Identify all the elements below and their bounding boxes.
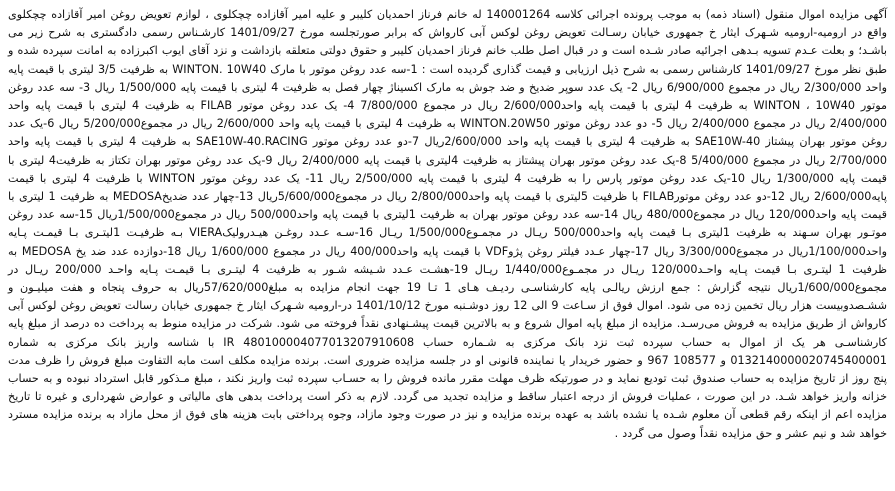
- auction-notice-text: آگهی مزایده اموال منقول (اسناد ذمه) به موجب پرونده اجرائی کلاسه 140001264 له خانم فرناز احمدیان کلیبر و علیه امیر آقازاده چچکلوی ، لوازم تعویض روغن امیر آقازاده چچکلوی واقع در ارومیه-ارومیه شـهرک ایثار خ جمهوری خیابان رسـالت تعویض روغن لوکس آبی کارواش که برابر صورتجلسه مورخ 1401/09/27 کارشـناس رسمی دادگستری به شرح زیر می باشـد؛ و بعلت عـدم تسویه بـدهی اجرائیه صادر شـده است و در قبال اصل طلب خانم فرناز احمدیان کلیبر و حقوق دولتی متعلقه بازداشت و نزد آقای ایوب اکبرزاده به امانت سپرده شده و طبق نظر مورخ 1401/09/27 کارشناس رسمی به شرح ذیل ارزیابی و قیمت گذاری گردیده است : 1-سه عدد روغن موتور با مارک WINTON. 10W40 به ظرفیت 3/5 لیتری با قیمت پایه واحد 2/300/000 ریال در مجموع 6/900/000 ریال 2- یک عدد سوپر ضدیخ و ضد جوش به مارک اکسیناژ چهار فصل به ظرفیت 4 لیتری با قیمت پایه 1/500/000 ریال 3- سه عدد روغن موتور WINTON ، 10W40 به ظرفیت 4 لیتری با قیمت پایه واحد2/600/000 ریال در مجموع 7/800/000 4- یک عدد روغن موتور FILAB به ظرفیت 4 لیتری با قیمت پایه واحد 2/400/000 ریال در مجموع 2/400/000 ریال 5- دو عدد روغن موتور WINTON.20W50 به ظرفیت 4 لیتری با قیمت پایه واحد 2/600/000 ریال در مجموع5/200/000 ریال 6-یک عدد روغن موتور بهران پیشتاز SAE10W-40 به ظرفیت 4 لیتری با قیمت پایه واحد 2/600/000ریال 7-دو عدد روغن موتور SAE10W-40.RACING به ظرفیت 4 لیتری با قیمت پایه واحد 2/700/000 ریال در مجموع 5/400/000 8-یک عدد روغن موتور بهران پیشتاز به ظرفیت 4لیتری با قیمت پایه 2/400/000 ریال 9-یک عدد روغن موتور بهران تکتاز به ظرفیت4 لیتری با قیمت پایه 1/300/000 ریال 10-یک عدد روغن موتور پارس را به ظرفیت 4 لیتری با قیمت پایه 2/500/000 ریال 11- یک عدد روغن موتور WINTON با ظرفیت 4 لیتری با قیمت پایه2/600/000 ریال 12-دو عدد روغن موتورFILAB با ظرفیت 5لیتری با قیمت پایه واحد2/800/000 ریال در مجموع5/600/000ریال 13-چهار عدد ضدیخMEDOSA به ظرفیت 1 لیتری با قیمت پایه واحد120/000 ریال در مجموع480/000 ریال 14-سه عدد روغن موتور بهران به ظرفیت 1لیتری با قیمت پایه واحد500/000 ریال در مجموع1/500/000ریال 15-سه عدد روغن موتـور بهران سـهند به ظرفیت 1لیتری بـا قیمت پایه واحد500/000 ریـال در مجمـوع1/500/000 ریـال 16-سـه عـدد روغـن هیـدرولیکVIERA بـه ظرفیـت 1لیتـری بـا قیمـت پـایه واحد1/100/000ریال در مجموع3/300/000 ریال 17-چهار عـدد فیلتر روغن پژوVDF با قیمت پایه واحد400/000 ریال در مجموع 1/600/000 ریال 18-دوازده عدد ضد یخ MEDOSA به ظرفیت 1 لیتـری بـا قیمت پـایه واحـد120/000 ریـال در مجمـوع1/440/000 ریـال 19-هشـت عـدد شـیشه شـور به ظرفیت 4 لیتـری بـا قیمـت پـایه واحـد 200/000 ریـال در مجموع1/600/000ریال نتیجه گزارش : جمع ارزش ریالـی پایه کارشناسـی ردیـف هـای 1 تـا 19 جهت انجام مزایده به مبلغ57/620/000ریال به حروف پنجاه و هفت میلیـون و ششـصدوبیست هزار ریال تخمین زده می شود. اموال فوق از سـاعت 9 الی 12 روز دوشـنبه مورخ 1401/10/12 در-ارومیه شـهرک ایثار خ جمهوری خیابان رسالت تعویض روغن لوکس آبی کارواش از طریق مزایده به فروش می‌رسـد. مزایده از مبلغ پایه اموال شروع و به بالاترین قیمت پیشـنهادی نقداً فروخته می شود. شرکت در مزایده منوط به پرداخت ده درصد از مبلغ پایه کارشناسـی هر یک از اموال به حساب سپرده ثبت نزد بانک مرکزی به شـماره حساب IR 480100004077013207910608 با شناسه واریز بانک مرکزی به شماره 0132140000020745400001 و 108577 967 و حضور خریدار یا نماینده قانونی او در جلسه مزایده ضروری است. برنده مزایده مکلف است مابه التفاوت مبلغ فروش را ظرف مدت پنج روز از تاریخ مزایده به حساب صندوق ثبت تودیع نماید و در صورتیکه ظرف مهلت مقرر مانده فروش را به حسـاب سپرده ثبت واریز نکند ، مبلغ مـذکور قابل استرداد نبوده و به حساب خزانه واریز خواهد شـد. در این صورت ، عملیات فروش از درجه اعتبار ساقط و مزایده تجدید می گردد. لازم به ذکر است پرداخت بدهی های مالیاتی و عوارض شهرداری و غیره تا تاریخ مزایده اعم از اینکه رقم قطعی آن معلوم شـده یا نشده باشد به عهده برنده مزایده و نیز در صورت وجود مازاد، وجوه پرداختی بابت هزینه های فوق از محل مازاد به برنده مزایده مسترد خواهد شد و نیم عشر و حق مزایده نقداً وصول می گردد .: [8, 8, 888, 440]
